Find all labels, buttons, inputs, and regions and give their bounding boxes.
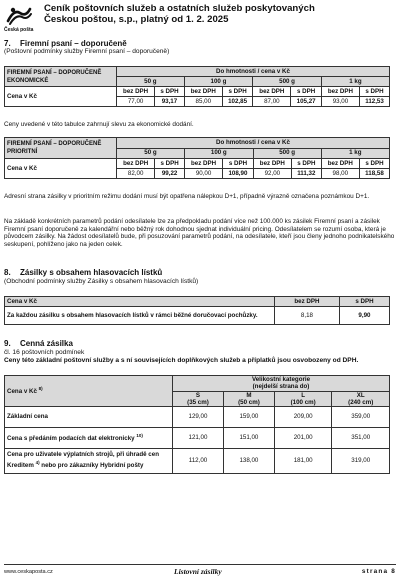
section-title-text: Cenná zásilka xyxy=(20,339,73,348)
price-cell: 8,18 xyxy=(275,307,340,325)
price-cell: 351,00 xyxy=(332,428,390,449)
group-header-line-1: Velikostní kategorie xyxy=(251,376,311,384)
col-bez-dph: bez DPH xyxy=(253,159,291,169)
col-s-dph: s DPH xyxy=(222,87,252,97)
weight-header: 100 g xyxy=(184,148,253,159)
weight-header: 50 g xyxy=(117,148,185,159)
col-bez-dph: bez DPH xyxy=(321,87,359,97)
price-cell: 90,00 xyxy=(184,169,222,179)
section-number: 7. xyxy=(4,39,11,48)
table-hlasovaci-listky xyxy=(4,296,390,325)
price-cell: 121,00 xyxy=(173,428,224,449)
col-s-dph: s DPH xyxy=(339,297,389,307)
col-s-dph: s DPH xyxy=(155,159,185,169)
footer-url[interactable]: www.ceskaposta.cz xyxy=(4,569,53,575)
section-title-text: Firemní psaní – doporučeně xyxy=(20,39,127,48)
price-cell: 201,00 xyxy=(274,428,332,449)
col-bez-dph: bez DPH xyxy=(321,159,359,169)
col-bez-dph: bez DPH xyxy=(117,87,155,97)
col-s-dph: s DPH xyxy=(155,87,184,97)
col-bez-dph: bez DPH xyxy=(184,87,222,97)
size-header-m: M (50 cm) xyxy=(223,391,274,407)
size-header-xl: XL (240 cm) xyxy=(332,391,390,407)
col-bez-dph: bez DPH xyxy=(184,159,222,169)
footer-section-name: Listovní zásilky xyxy=(174,567,222,576)
section-title-text: Zásilky s obsahem hlasovacích lístků xyxy=(20,268,163,277)
group-header-line-2: (nejdelší strana do) xyxy=(252,383,310,391)
size-header-l: L (100 cm) xyxy=(274,391,332,407)
title-line-1: Ceník poštovních služeb a ostatních služeb poskytovaných xyxy=(44,3,315,14)
price-cell: 99,22 xyxy=(155,169,185,179)
price-cell: 77,00 xyxy=(117,97,155,107)
price-cell: 112,53 xyxy=(360,97,390,107)
price-cell: 82,00 xyxy=(117,169,155,179)
weight-header: 1 kg xyxy=(321,148,389,159)
section-9-subtitle: čl. 16 poštovních podmínek xyxy=(4,349,85,356)
price-cell: 159,00 xyxy=(223,407,274,428)
price-cell: 87,00 xyxy=(253,97,291,107)
group-header xyxy=(173,376,390,392)
weight-header: 50 g xyxy=(117,77,185,87)
weight-header: 500 g xyxy=(253,148,321,159)
group-header: Do hmotnosti / cena v Kč xyxy=(117,67,390,77)
col-bez-dph: bez DPH xyxy=(117,159,155,169)
table-name: FIREMNÍ PSANÍ – DOPORUČENĚ PRIORITNÍ xyxy=(5,138,117,159)
header xyxy=(4,3,396,37)
col-s-dph: s DPH xyxy=(223,159,253,169)
page-number: strana 8 xyxy=(361,568,396,575)
row-head xyxy=(5,376,173,407)
col-s-dph: s DPH xyxy=(291,87,321,97)
footer-divider xyxy=(4,564,396,565)
price-cell: 98,00 xyxy=(321,169,359,179)
price-cell: 9,90 xyxy=(339,307,389,325)
note-prioritni: Adresní strana zásilky v prioritním režimu dodání musí být opatřena nálepkou D+1, případně výrazně označena poznámkou D+1. xyxy=(4,193,370,200)
price-cell: 108,90 xyxy=(223,169,253,179)
price-cell: 105,27 xyxy=(291,97,321,107)
row-label: Cena pro uživatele výplatních strojů, při úhradě cen Kreditem $^{4)}$ nebo pro zákazníky Hybridní pošty xyxy=(5,449,173,474)
row-label: Cena v Kč xyxy=(5,87,117,107)
price-cell: 85,00 xyxy=(184,97,222,107)
price-cell: 111,32 xyxy=(292,169,322,179)
section-number: 8. xyxy=(4,268,11,277)
group-header: Do hmotnosti / cena v Kč xyxy=(117,138,390,149)
price-cell: 319,00 xyxy=(332,449,390,474)
row-label: Základní cena xyxy=(5,407,173,428)
col-bez-dph: bez DPH xyxy=(275,297,340,307)
weight-header: 500 g xyxy=(253,77,322,87)
col-s-dph: s DPH xyxy=(359,159,389,169)
section-9-note: Ceny této základní poštovní služby a s ní souvisejících doplňkových služeb a příplatků jsou osvobozeny od DPH. xyxy=(4,357,359,364)
table-cenna-zasilka xyxy=(4,375,390,474)
weight-header: 1 kg xyxy=(321,77,389,87)
col-s-dph: s DPH xyxy=(292,159,322,169)
table-firemni-ekonomicke xyxy=(4,66,390,107)
price-cell: 93,17 xyxy=(155,97,184,107)
section-number: 9. xyxy=(4,339,11,348)
col-s-dph: s DPH xyxy=(360,87,390,97)
price-cell: 92,00 xyxy=(253,169,291,179)
size-header-s: S (35 cm) xyxy=(173,391,224,407)
price-cell: 138,00 xyxy=(223,449,274,474)
row-label: Cena v Kč xyxy=(5,159,117,179)
price-cell: 118,58 xyxy=(359,169,389,179)
price-cell: 359,00 xyxy=(332,407,390,428)
section-9-title xyxy=(4,339,73,348)
price-cell: 93,00 xyxy=(321,97,359,107)
row-head-text: Cena v Kč xyxy=(7,388,37,396)
section-7-paragraph: Na základě konkrétních parametrů podání odesílatele lze za předpokladu podání více než 100.000 ks zásilek Firemní psaní a zásilek Firemní psaní doporučeně za kalendářní nebo běžný rok dohodnou sjednat individuální pricing. Odesílatelem se rozumí osoba, která je původcem zásilky. Na žádost odesílatelů bude, při posuzování parametrů podání, na odesílatele, kteří jsou členy jednoho podnikatelského seskupení, pohlíženo jako na jeden celek. xyxy=(4,218,395,248)
table-firemni-prioritni xyxy=(4,137,390,179)
price-cell: 209,00 xyxy=(274,407,332,428)
weight-header: 100 g xyxy=(184,77,253,87)
logo-text: Česká pošta xyxy=(4,27,34,33)
section-8-title xyxy=(4,268,162,277)
document-title xyxy=(44,3,394,25)
footnote-ref: 8) xyxy=(38,386,43,392)
price-cell: 112,00 xyxy=(173,449,224,474)
price-cell: 181,00 xyxy=(274,449,332,474)
footer xyxy=(4,567,396,577)
price-cell: 151,00 xyxy=(223,428,274,449)
price-cell: 129,00 xyxy=(173,407,224,428)
section-7-subtitle: (Poštovní podmínky služby Firemní psaní – doporučeně) xyxy=(4,48,170,55)
section-8-subtitle: (Obchodní podmínky služby Zásilky s obsahem hlasovacích lístků) xyxy=(4,278,199,285)
section-7-title xyxy=(4,39,127,48)
row-label: Za každou zásilku s obsahem hlasovacích lístků v rámci běžné doručovací pochůzky. xyxy=(5,307,275,325)
row-label: Cena s předáním podacích dat elektronicky $^{10)}$ xyxy=(5,428,173,449)
head-label: Cena v Kč xyxy=(5,297,275,307)
title-line-2: Českou poštou, s.p., platný od 1. 2. 2025 xyxy=(44,14,229,25)
note-ekonomicke: Ceny uvedené v této tabulce zahrnují slevu za ekonomické dodání. xyxy=(4,121,194,128)
table-name: FIREMNÍ PSANÍ – DOPORUČENĚ EKONOMICKÉ xyxy=(5,67,117,87)
col-bez-dph: bez DPH xyxy=(253,87,291,97)
price-cell: 102,85 xyxy=(222,97,252,107)
